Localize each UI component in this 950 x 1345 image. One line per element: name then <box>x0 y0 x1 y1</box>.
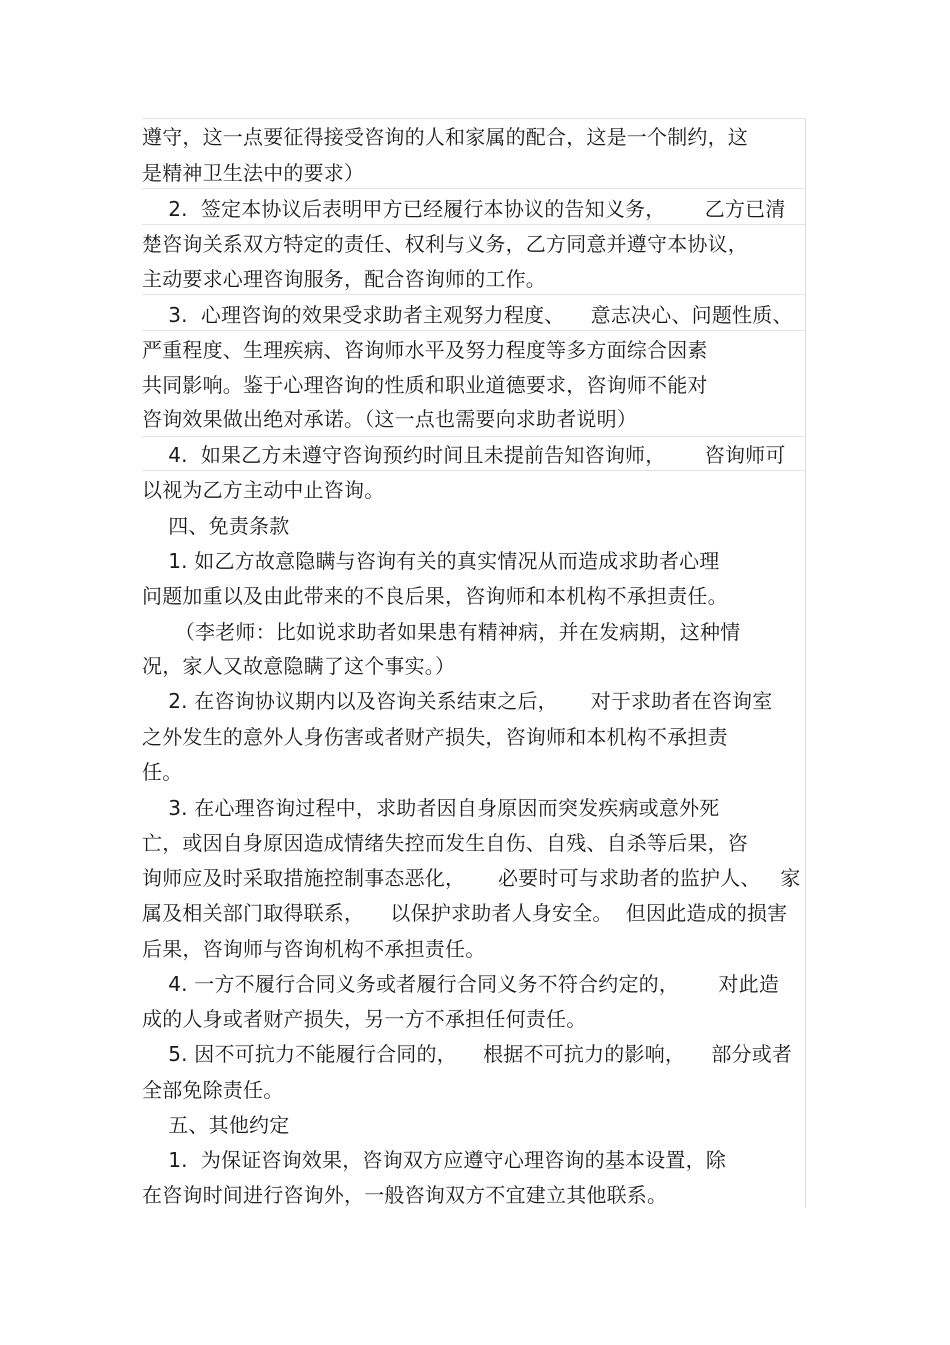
text-line: 之外发生的意外人身伤害或者财产损失，咨询师和本机构不承担责 <box>142 725 728 749</box>
text-line: 2. 签定本协议后表明甲方已经履行本协议的告知义务， 乙方已清 <box>142 197 786 221</box>
text-line: 后果，咨询师与咨询机构不承担责任。 <box>142 937 486 961</box>
text-line: 是精神卫生法中的要求） <box>142 161 365 185</box>
text-line: 主动要求心理咨询服务，配合咨询师的工作。 <box>142 267 546 291</box>
text-line: 在咨询时间进行咨询外，一般咨询双方不宜建立其他联系。 <box>142 1183 668 1207</box>
text-line: 3. 在心理咨询过程中，求助者因自身原因而突发疾病或意外死 <box>142 796 720 820</box>
text-line: 严重程度、生理疾病、咨询师水平及努力程度等多方面综合因素 <box>142 338 708 362</box>
text-line: 4. 一方不履行合同义务或者履行合同义务不符合约定的， 对此造 <box>142 972 780 996</box>
row-rule <box>142 224 806 225</box>
text-line: 共同影响。鉴于心理咨询的性质和职业道德要求，咨询师不能对 <box>142 373 708 397</box>
text-line: 全部免除责任。 <box>142 1078 284 1102</box>
text-line: （李老师：比如说求助者如果患有精神病，并在发病期，这种情 <box>142 620 741 644</box>
text-line: 3. 心理咨询的效果受求助者主观努力程度、 意志决心、问题性质、 <box>142 303 793 327</box>
section-heading: 五、其他约定 <box>142 1113 290 1137</box>
text-line: 亡，或因自身原因造成情绪失控而发生自伤、自残、自杀等后果，咨 <box>142 831 748 855</box>
text-line: 5. 因不可抗力不能履行合同的， 根据不可抗力的影响， 部分或者 <box>142 1042 793 1066</box>
text-line: 况，家人又故意隐瞒了这个事实。） <box>142 654 456 678</box>
row-rule <box>142 118 806 119</box>
text-line: 遵守，这一点要征得接受咨询的人和家属的配合，这是一个制约，这 <box>142 125 748 149</box>
text-line: 问题加重以及由此带来的不良后果，咨询师和本机构不承担责任。 <box>142 584 728 608</box>
row-rule <box>142 436 806 437</box>
text-line: 任。 <box>142 760 183 784</box>
text-line: 1. 如乙方故意隐瞒与咨询有关的真实情况从而造成求助者心理 <box>142 549 720 573</box>
row-rule <box>142 330 806 331</box>
page-right-border <box>805 118 806 1208</box>
row-rule <box>142 294 806 295</box>
text-line: 以视为乙方主动中止咨询。 <box>142 478 385 502</box>
text-line: 2. 在咨询协议期内以及咨询关系结束之后， 对于求助者在咨询室 <box>142 689 773 713</box>
text-line: 属及相关部门取得联系， 以保护求助者人身安全。 但因此造成的损害 <box>142 901 788 925</box>
section-heading: 四、免责条款 <box>142 514 290 538</box>
text-line: 4. 如果乙方未遵守咨询预约时间且未提前告知咨询师， 咨询师可 <box>142 443 786 467</box>
text-line: 楚咨询关系双方特定的责任、权利与义务，乙方同意并遵守本协议， <box>142 232 748 256</box>
text-line: 成的人身或者财产损失，另一方不承担任何责任。 <box>142 1007 587 1031</box>
row-rule <box>142 188 806 189</box>
row-rule <box>142 470 806 471</box>
text-line: 询师应及时采取措施控制事态恶化， 必要时可与求助者的监护人、 家 <box>142 866 801 890</box>
text-line: 咨询效果做出绝对承诺。（这一点也需要向求助者说明） <box>142 407 637 431</box>
text-line: 1. 为保证咨询效果，咨询双方应遵守心理咨询的基本设置，除 <box>142 1148 727 1172</box>
